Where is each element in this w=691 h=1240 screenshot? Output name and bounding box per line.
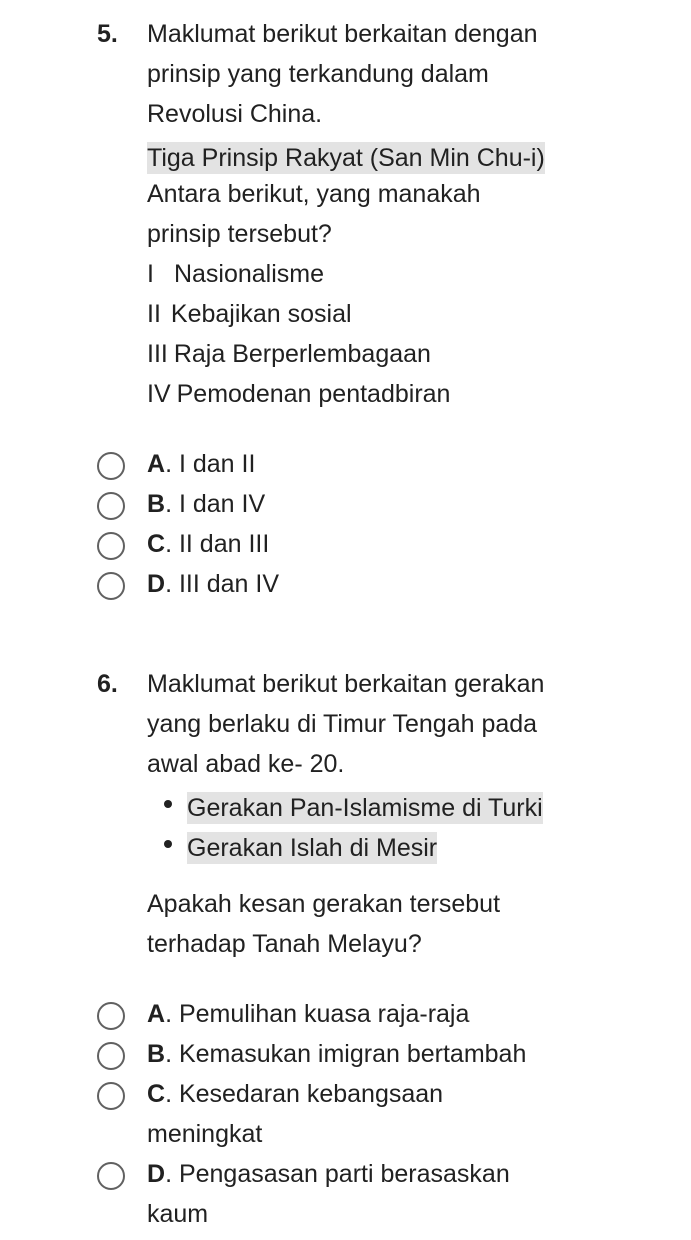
question-prompt-line: Apakah kesan gerakan tersebut — [147, 890, 501, 918]
question-stem-line: awal abad ke- 20. — [147, 750, 345, 778]
option-text: . Kesedaran kebangsaan — [165, 1080, 444, 1108]
option-text: . Kemasukan imigran bertambah — [165, 1040, 527, 1068]
radio-button[interactable] — [97, 532, 125, 560]
option-text-continued: kaum — [147, 1200, 209, 1228]
roman-numeral: II — [147, 300, 161, 328]
question-stem-line: Revolusi China. — [147, 100, 323, 128]
option-text: . II dan III — [165, 530, 270, 558]
option-letter: A — [147, 1000, 166, 1028]
item-text: Kebajikan sosial — [170, 300, 352, 328]
question-prompt-line: terhadap Tanah Melayu? — [147, 930, 422, 958]
item-text: Raja Berperlembagaan — [173, 340, 431, 368]
question-stem-line: yang berlaku di Timur Tengah pada — [147, 710, 538, 738]
option-text-continued: meningkat — [147, 1120, 263, 1148]
option-letter: D — [147, 1160, 166, 1188]
option-letter: C — [147, 530, 166, 558]
numeral-item — [147, 254, 324, 294]
question-stem-line: prinsip yang terkandung dalam — [147, 60, 489, 88]
radio-button[interactable] — [97, 1002, 125, 1030]
radio-button[interactable] — [97, 1082, 125, 1110]
radio-button[interactable] — [97, 492, 125, 520]
option-letter: B — [147, 1040, 166, 1068]
question-prompt-line: Antara berikut, yang manakah — [147, 180, 481, 208]
option-text: . I dan IV — [165, 490, 266, 518]
option-text: . I dan II — [165, 450, 256, 478]
item-text: Pemodenan pentadbiran — [176, 380, 451, 408]
bullet-icon — [164, 800, 172, 808]
radio-button[interactable] — [97, 572, 125, 600]
option-text: . Pengasasan parti berasaskan — [165, 1160, 510, 1188]
radio-button[interactable] — [97, 452, 125, 480]
question-prompt-line: prinsip tersebut? — [147, 220, 332, 248]
question-stem-line: Maklumat berikut berkaitan dengan — [147, 20, 538, 48]
question-number: 6. — [97, 670, 118, 698]
option-letter: A — [147, 450, 166, 478]
question-number: 5. — [97, 20, 118, 48]
highlighted-bullet-text: Gerakan Pan-Islamisme di Turki — [187, 794, 543, 822]
roman-numeral: I — [147, 260, 154, 288]
option-letter: D — [147, 570, 166, 598]
radio-button[interactable] — [97, 1042, 125, 1070]
option-text: . III dan IV — [165, 570, 280, 598]
radio-button[interactable] — [97, 1162, 125, 1190]
numeral-item — [147, 294, 352, 334]
question-stem-line: Maklumat berikut berkaitan gerakan — [147, 670, 545, 698]
option-text: . Pemulihan kuasa raja-raja — [165, 1000, 470, 1028]
option-letter: B — [147, 490, 166, 518]
numeral-item — [147, 374, 450, 414]
item-text: Nasionalisme — [173, 260, 325, 288]
bullet-icon — [164, 840, 172, 848]
option-letter: C — [147, 1080, 166, 1108]
highlighted-text: Tiga Prinsip Rakyat (San Min Chu-i) — [147, 144, 545, 172]
highlighted-bullet-text: Gerakan Islah di Mesir — [187, 834, 438, 862]
numeral-item — [147, 334, 431, 374]
roman-numeral: IV — [147, 380, 171, 408]
roman-numeral: III — [147, 340, 168, 368]
